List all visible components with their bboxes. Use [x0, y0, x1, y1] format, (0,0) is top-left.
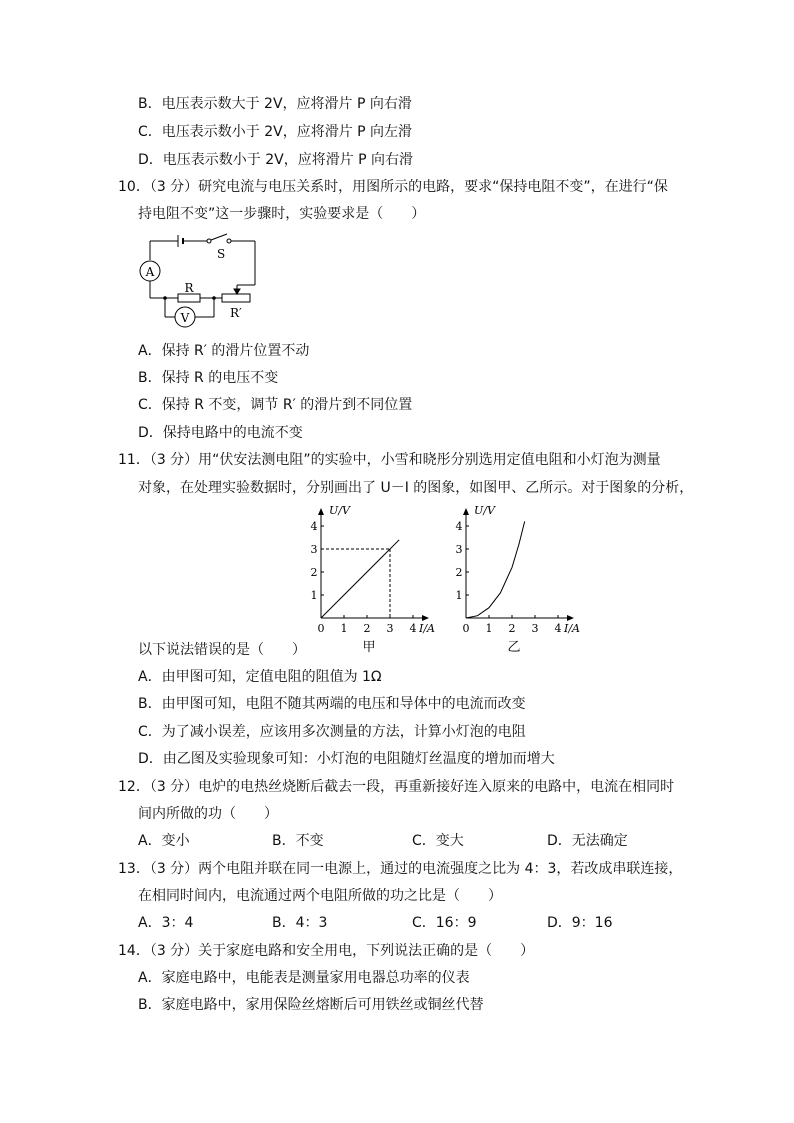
- q10-option-a: A．保持 R′ 的滑片位置不动: [138, 343, 310, 359]
- q11-stem-line2: 对象，在处理实验数据时，分别画出了 U－I 的图象，如图甲、乙所示。对于图象的分析，: [138, 480, 694, 496]
- q11-option-b: B．由甲图可知，电阻不随其两端的电压和导体中的电流而改变: [138, 696, 526, 712]
- q10-circuit-diagram: [130, 230, 270, 335]
- q9-option-c: C．电压表示数小于 2V，应将滑片 P 向左滑: [138, 124, 413, 140]
- q10-option-b: B．保持 R 的电压不变: [138, 370, 279, 386]
- q9-option-b: B．电压表示数大于 2V，应将滑片 P 向右滑: [138, 96, 412, 112]
- q11-option-c: C．为了减小误差，应该用多次测量的方法，计算小灯泡的电阻: [138, 724, 526, 740]
- q12-option-b: B．不变: [272, 833, 324, 849]
- q13-option-a: A．3：4: [138, 915, 194, 931]
- resistor-label: R: [184, 281, 194, 295]
- chart-yi-y-tick-label: 4: [455, 520, 463, 533]
- q10-stem-line2: 持电阻不变”这一步骤时，实验要求是（ ）: [138, 206, 426, 222]
- q11-stem-line3: 以下说法错误的是（ ）: [138, 642, 306, 658]
- chart-jia-y-tick-label: 1: [310, 589, 318, 602]
- rheostat-label: R′: [230, 306, 242, 320]
- chart-jia-y-axis-label: U/V: [329, 505, 350, 517]
- q10-stem-line1: 10．（3 分）研究电流与电压关系时，用图所示的电路，要求“保持电阻不变”，在进行“保: [118, 179, 668, 195]
- chart-jia-x-tick-label: 0: [317, 622, 325, 635]
- q13-option-b: B．4：3: [272, 915, 328, 931]
- q12-options-row: [0, 832, 794, 850]
- chart-yi: [450, 505, 600, 653]
- chart-yi-series-line: [466, 521, 525, 618]
- chart-jia-x-tick-label: 1: [340, 622, 348, 635]
- q13-option-d: D．9：16: [547, 915, 613, 931]
- q12-option-c: C．变大: [412, 833, 464, 849]
- q14-option-a: A．家庭电路中，电能表是测量家用电器总功率的仪表: [138, 970, 470, 986]
- chart-yi-x-tick-label: 1: [485, 622, 493, 635]
- q13-option-c: C．16：9: [412, 915, 477, 931]
- voltmeter-label: V: [180, 311, 190, 325]
- chart-yi-x-tick-label: 4: [554, 622, 562, 635]
- ammeter-label: A: [145, 265, 155, 279]
- chart-jia-series-line: [321, 540, 399, 618]
- chart-yi-y-arrow: [463, 508, 469, 515]
- chart-yi-y-tick-label: 3: [455, 543, 463, 556]
- q13-stem-line1: 13．（3 分）两个电阻并联在同一电源上，通过的电流强度之比为 4：3，若改成串联连接，: [118, 861, 683, 877]
- q14-option-b: B．家庭电路中，家用保险丝熔断后可用铁丝或铜丝代替: [138, 997, 484, 1013]
- q11-stem-line1: 11．（3 分）用“伏安法测电阻”的实验中，小雪和晓彤分别选用定值电阻和小灯泡为测量: [118, 452, 661, 468]
- q10-option-c: C．保持 R 不变，调节 R′ 的滑片到不同位置: [138, 397, 413, 413]
- chart-jia-x-tick-label: 4: [409, 622, 417, 635]
- q14-stem-line1: 14．（3 分）关于家庭电路和安全用电，下列说法正确的是（ ）: [118, 943, 535, 959]
- q12-option-d: D．无法确定: [547, 833, 628, 849]
- q12-stem-line2: 间内所做的功（ ）: [138, 806, 278, 822]
- chart-yi-x-tick-label: 0: [462, 622, 470, 635]
- q12-stem-line1: 12．（3 分）电炉的电热丝烧断后截去一段，再重新接好连入原来的电路中，电流在相同时: [118, 779, 675, 795]
- switch-label: S: [217, 247, 226, 261]
- chart-yi-title: 乙: [507, 640, 521, 653]
- chart-jia-x-arrow: [422, 615, 429, 621]
- chart-jia-x-axis-label: I/A: [419, 622, 435, 635]
- chart-jia-y-tick-label: 4: [310, 520, 318, 533]
- q12-option-a: A．变小: [138, 833, 190, 849]
- chart-jia-title: 甲: [362, 640, 376, 653]
- chart-jia-y-tick-label: 3: [310, 543, 318, 556]
- chart-jia-x-tick-label: 2: [363, 622, 371, 635]
- chart-yi-y-axis-label: U/V: [474, 505, 495, 517]
- q11-option-a: A．由甲图可知，定值电阻的阻值为 1Ω: [138, 669, 382, 685]
- q9-option-d: D．电压表示数小于 2V，应将滑片 P 向右滑: [138, 152, 414, 168]
- chart-yi-x-axis-label: I/A: [564, 622, 580, 635]
- chart-jia-y-arrow: [318, 508, 324, 515]
- q13-options-row: [0, 914, 794, 932]
- chart-yi-x-arrow: [567, 615, 574, 621]
- chart-yi-y-tick-label: 1: [455, 589, 463, 602]
- q11-option-d: D．由乙图及实验现象可知：小灯泡的电阻随灯丝温度的增加而增大: [138, 751, 555, 767]
- q13-stem-line2: 在相同时间内，电流通过两个电阻所做的功之比是（ ）: [138, 888, 502, 904]
- chart-jia-y-tick-label: 2: [310, 566, 318, 579]
- chart-yi-y-tick-label: 2: [455, 566, 463, 579]
- q10-option-d: D．保持电路中的电流不变: [138, 425, 303, 441]
- chart-yi-x-tick-label: 3: [531, 622, 539, 635]
- chart-yi-x-tick-label: 2: [508, 622, 516, 635]
- chart-jia-x-tick-label: 3: [386, 622, 394, 635]
- chart-jia: [305, 505, 455, 653]
